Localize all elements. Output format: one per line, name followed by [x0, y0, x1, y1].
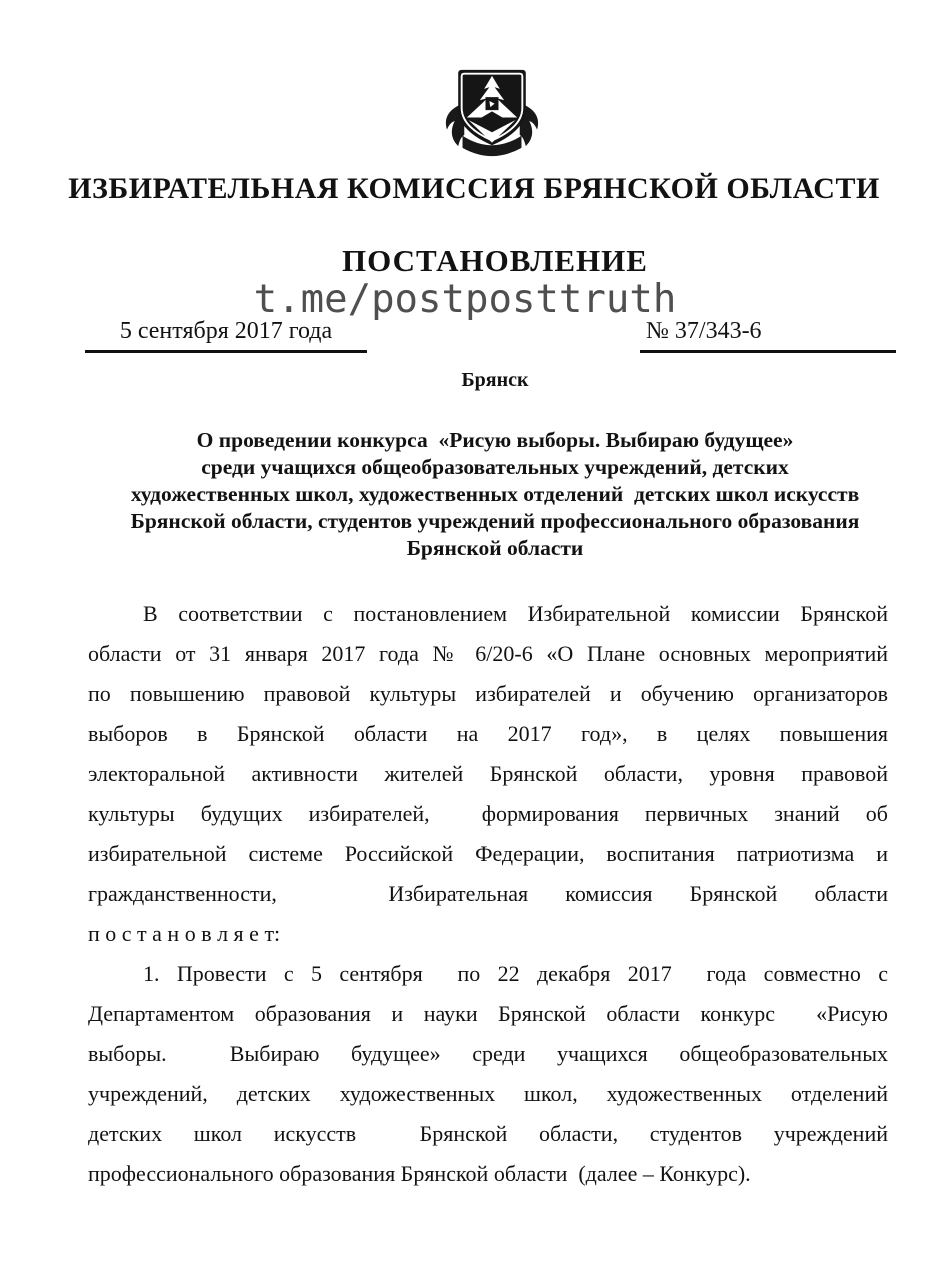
- body-line: учреждений, детских художественных школ, художественных отделений: [88, 1081, 888, 1106]
- body-line: детских школ искусств Брянской области, студентов учреждений: [88, 1121, 888, 1146]
- body-line: электоральной активности жителей Брянской области, уровня правовой: [88, 761, 888, 786]
- city-label: Брянск: [461, 369, 529, 391]
- body-line: выборов в Брянской области на 2017 год», в целях повышения: [88, 721, 888, 746]
- organization-name: ИЗБИРАТЕЛЬНАЯ КОМИССИЯ БРЯНСКОЙ ОБЛАСТИ: [68, 172, 880, 205]
- title-line: художественных школ, художественных отделений детских школ искусств: [130, 482, 860, 506]
- body-line-resolves: п о с т а н о в л я е т:: [88, 921, 281, 946]
- body-line: 1. Провести с 5 сентября по 22 декабря 2017 года совместно с: [143, 961, 888, 986]
- document-title: [60, 427, 930, 562]
- body-line: избирательной системе Российской Федерации, воспитания патриотизма и: [88, 841, 888, 866]
- coat-of-arms-svg: [440, 58, 544, 164]
- body-line: по повышению правовой культуры избирателей и обучению организаторов: [88, 681, 888, 706]
- body-line: Департаментом образования и науки Брянской области конкурс «Рисую: [88, 1001, 888, 1026]
- body-line: культуры будущих избирателей, формирования первичных знаний об: [88, 801, 888, 826]
- body-line: В соответствии с постановлением Избирательной комиссии Брянской: [143, 601, 888, 626]
- body-line: профессионального образования Брянской области (далее – Конкурс).: [88, 1161, 751, 1186]
- document-date-field: 5 сентября 2017 года: [85, 313, 367, 353]
- body-line: гражданственности, Избирательная комиссия Брянской области: [88, 881, 888, 906]
- bryansk-coat-of-arms-icon: [440, 58, 544, 164]
- title-line: О проведении конкурса «Рисую выборы. Выбираю будущее»: [196, 428, 794, 452]
- title-line: Брянской области, студентов учреждений профессионального образования: [130, 509, 860, 533]
- document-number-field: № 37/343-6: [640, 313, 896, 353]
- body-line: выборы. Выбираю будущее» среди учащихся общеобразовательных: [88, 1041, 888, 1066]
- document-body: [88, 594, 888, 1194]
- title-line: Брянской области: [406, 536, 584, 560]
- document-type-heading: ПОСТАНОВЛЕНИЕ: [342, 243, 648, 278]
- body-line: области от 31 января 2017 года № 6/20-6 «О Плане основных мероприятий: [88, 641, 888, 666]
- watermark-text: t.me/postposttruth: [253, 277, 677, 322]
- title-line: среди учащихся общеобразовательных учреждений, детских: [201, 455, 789, 479]
